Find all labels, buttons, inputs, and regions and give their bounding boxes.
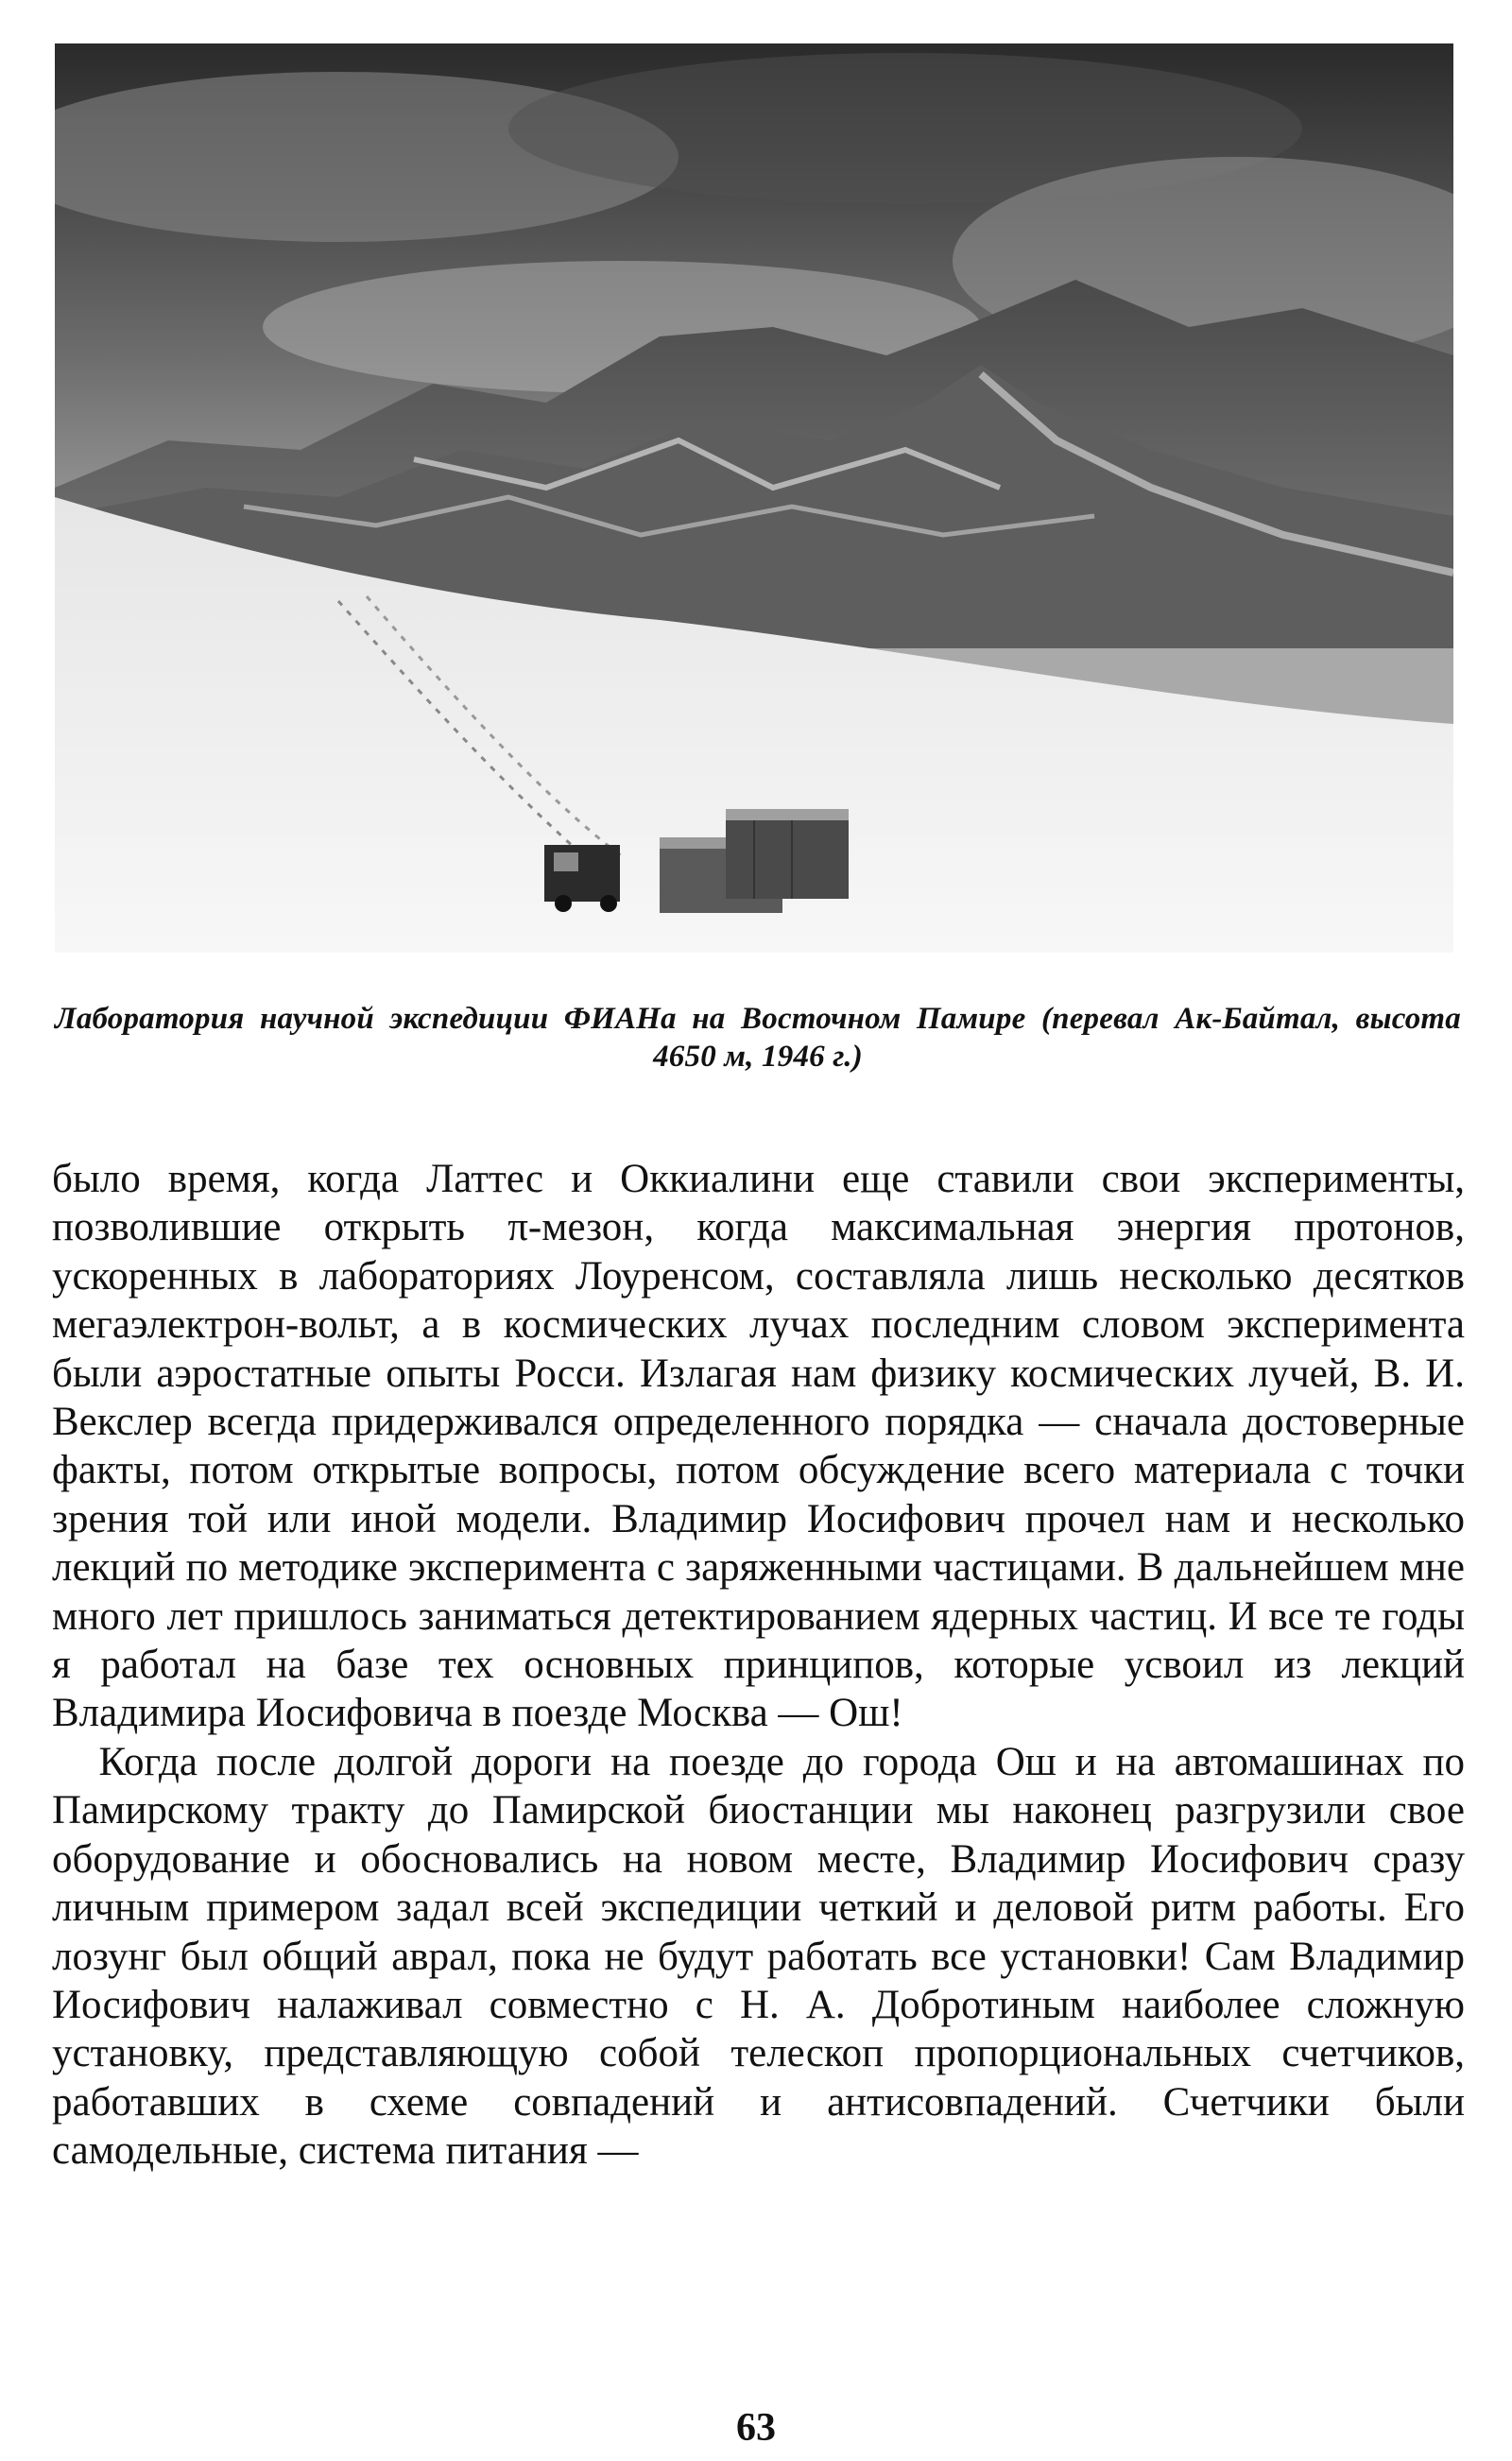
paragraph-1: было время, когда Латтес и Оккиалини еще ставили свои эксперименты, позволившие открыть π-мезон, когда максимальная энергия протонов, ускоренных в лабораториях Лоуренсом, составляла лишь несколько десятков мегаэлектрон-вольт, а в космических лучах последним словом эксперимента были аэростатные опыты Росси. Излагая нам физику космических лучей, В. И. Векслер всегда придерживался определенного порядка — сначала достоверные факты, потом открытые вопросы, потом обсуждение всего материала с точки зрения той или иной модели. Владимир Иосифович прочел нам и несколько лекций по методике эксперимента с заряженными частицами. В дальнейшем мне много лет пришлось заниматься детектированием ядерных частиц. И все те годы я работал на базе тех основных принципов, которые усвоил из лекций Владимира Иосифовича в поезде Москва — Ош! xyxy=(52,1157,1465,1736)
expedition-photo xyxy=(55,43,1453,953)
page-number: 63 xyxy=(736,2406,776,2450)
body-text xyxy=(52,1155,1465,2176)
paragraph-2: Когда после долгой дороги на поезде до города Ош и на автомашинах по Памирскому тракту до Памирской биостанции мы наконец разгрузили свое оборудование и обосновались на новом месте, Владимир Иосифович сразу личным примером задал всей экспедиции четкий и деловой ритм работы. Его лозунг был общий аврал, пока не будут работать все установки! Сам Владимир Иосифович налаживал совместно с Н. А. Добротиным наиболее сложную установку, представляющую собой телескоп пропорциональных счетчиков, работавших в схеме совпадений и антисовпадений. Счетчики были самодельные, система питания — xyxy=(52,1739,1465,2174)
photo-caption: Лаборатория научной экспедиции ФИАНа на Восточном Памире (перевал Ак-Байтал, высота 4650 м, 1946 г.) xyxy=(55,1002,1461,1074)
